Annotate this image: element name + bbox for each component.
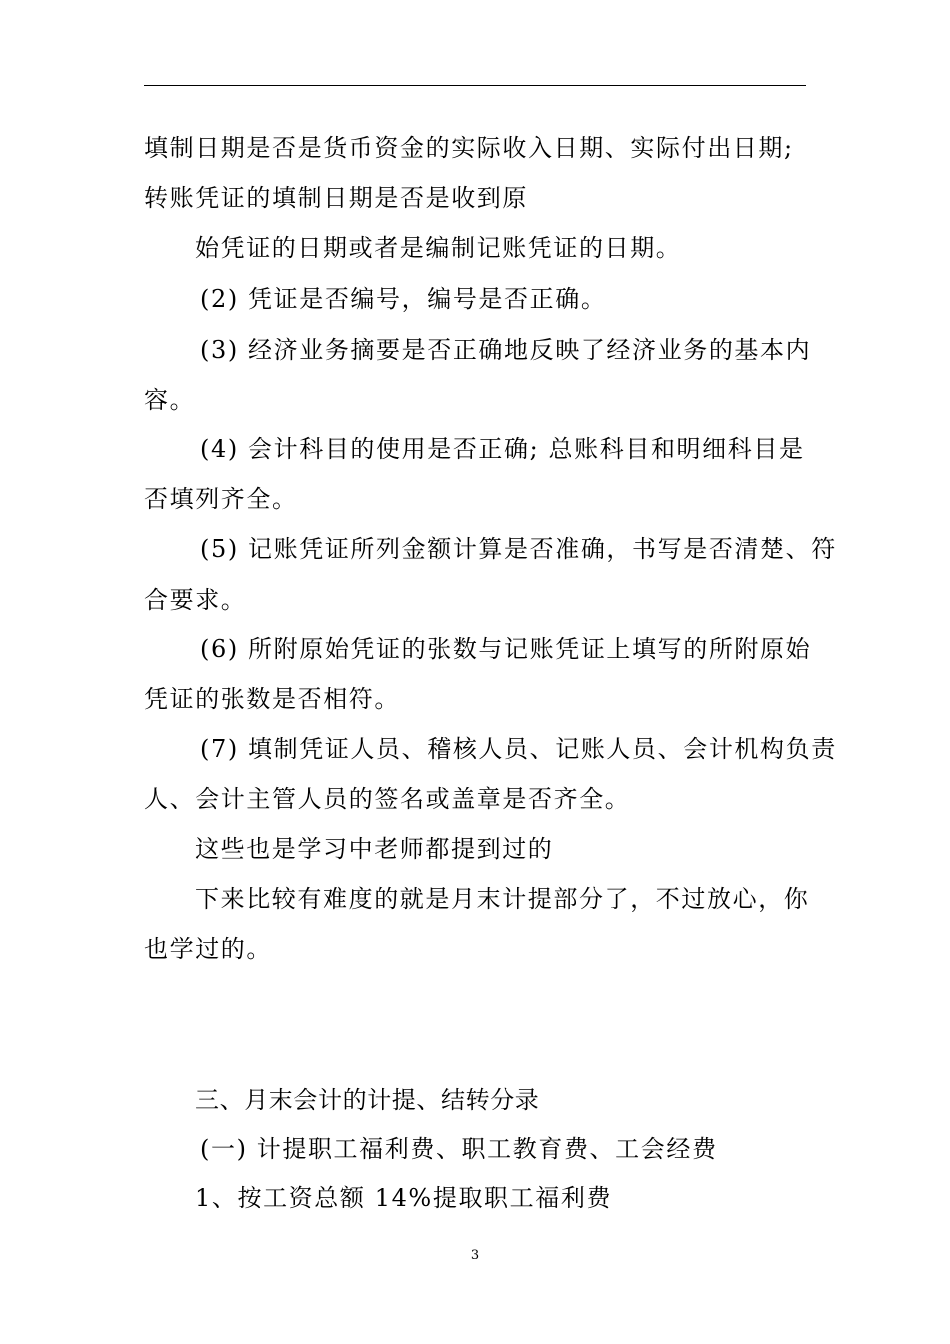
body-line: 转账凭证的填制日期是否是收到原	[144, 184, 528, 212]
body-line: 否填列齐全。	[144, 485, 298, 513]
body-line: 合要求。	[144, 586, 247, 614]
body-line: 填制日期是否是货币资金的实际收入日期、实际付出日期;	[144, 134, 794, 162]
list-item-2: (2) 凭证是否编号，编号是否正确。	[200, 285, 607, 313]
body-line: 下来比较有难度的就是月末计提部分了，不过放心，你	[195, 885, 810, 913]
body-line: 凭证的张数是否相符。	[144, 685, 400, 713]
list-item-5: (5) 记账凭证所列金额计算是否准确，书写是否清楚、符	[200, 535, 837, 563]
subsection-heading: (一) 计提职工福利费、职工教育费、工会经费	[200, 1135, 718, 1163]
list-item-3: (3) 经济业务摘要是否正确地反映了经济业务的基本内	[200, 336, 812, 364]
body-line: 人、会计主管人员的签名或盖章是否齐全。	[144, 785, 631, 813]
page-number: 3	[470, 1248, 480, 1263]
list-item-4: (4) 会计科目的使用是否正确; 总账科目和明细科目是	[200, 435, 805, 463]
list-item-7: (7) 填制凭证人员、稽核人员、记账人员、会计机构负责	[200, 735, 837, 763]
body-line: 这些也是学习中老师都提到过的	[195, 835, 554, 863]
header-rule	[144, 85, 806, 86]
list-item-6: (6) 所附原始凭证的张数与记账凭证上填写的所附原始	[200, 635, 812, 663]
body-line: 1、按工资总额 14%提取职工福利费	[195, 1184, 613, 1212]
section-heading: 三、月末会计的计提、结转分录	[195, 1086, 540, 1114]
body-line: 也学过的。	[144, 935, 272, 963]
body-line: 始凭证的日期或者是编制记账凭证的日期。	[195, 234, 682, 262]
body-line: 容。	[144, 386, 196, 414]
